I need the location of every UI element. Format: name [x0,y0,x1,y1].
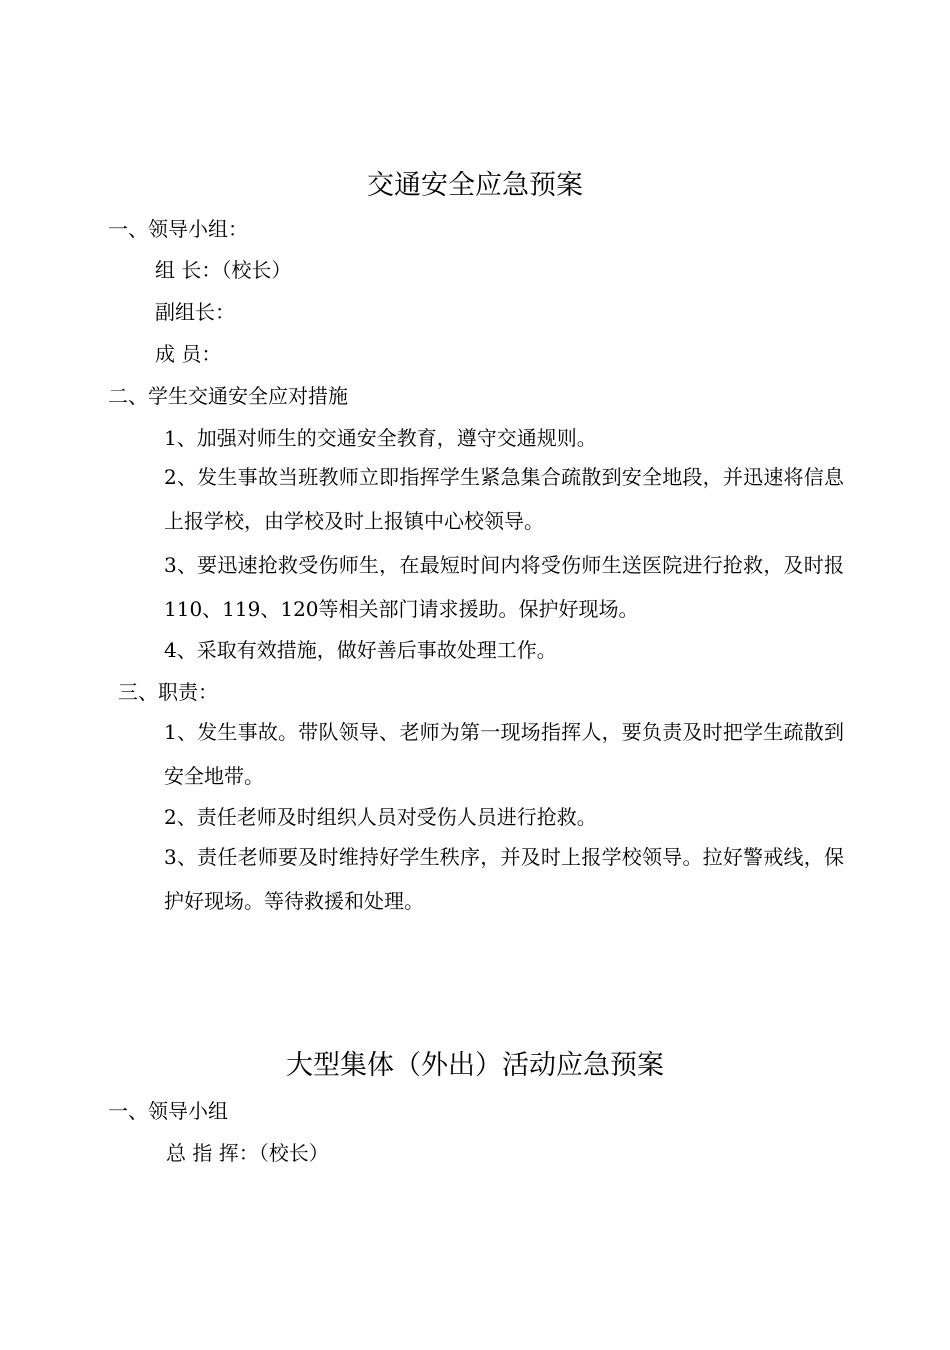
duty-item-1-text: 1、发生事故。带队领导、老师为第一现场指挥人，要负责及时把学生疏散到安全地带。 [164,720,844,788]
members-line: 成 员： [155,342,222,366]
group-leader-line: 组 长：（校长） [155,258,292,282]
deputy-leader-line: 副组长： [155,300,235,324]
outing-plan-title: 大型集体（外出）活动应急预案 [286,1050,664,1081]
measure-item-1: 1、加强对师生的交通安全教育，遵守交通规则。 [164,426,597,450]
measure-item-4: 4、采取有效措施，做好善后事故处理工作。 [164,638,557,662]
duty-item-3 [108,835,844,923]
measure-item-2-text: 2、发生事故当班教师立即指挥学生紧急集合疏散到安全地段，并迅速将信息上报学校，由学校及时上报镇中心校领导。 [164,465,844,533]
duty-item-2: 2、责任老师及时组织人员对受伤人员进行抢救。 [164,805,597,829]
measure-item-3-text: 3、要迅速抢救受伤师生，在最短时间内将受伤师生送医院进行抢救，及时报110、119、120等相关部门请求援助。保护好现场。 [164,553,844,621]
duty-item-1 [108,710,844,798]
duties-heading: 三、职责： [118,680,218,704]
traffic-plan-title: 交通安全应急预案 [367,170,583,201]
leadership-group-heading: 一、领导小组： [108,217,248,241]
outing-leadership-heading: 一、领导小组 [108,1099,228,1123]
measure-item-3 [108,543,844,631]
measures-heading: 二、学生交通安全应对措施 [108,384,348,408]
commander-line: 总 指 挥：（校长） [166,1141,329,1165]
measure-item-2 [108,455,844,543]
duty-item-3-text: 3、责任老师要及时维持好学生秩序，并及时上报学校领导。拉好警戒线，保护好现场。等待救援和处理。 [164,845,844,913]
